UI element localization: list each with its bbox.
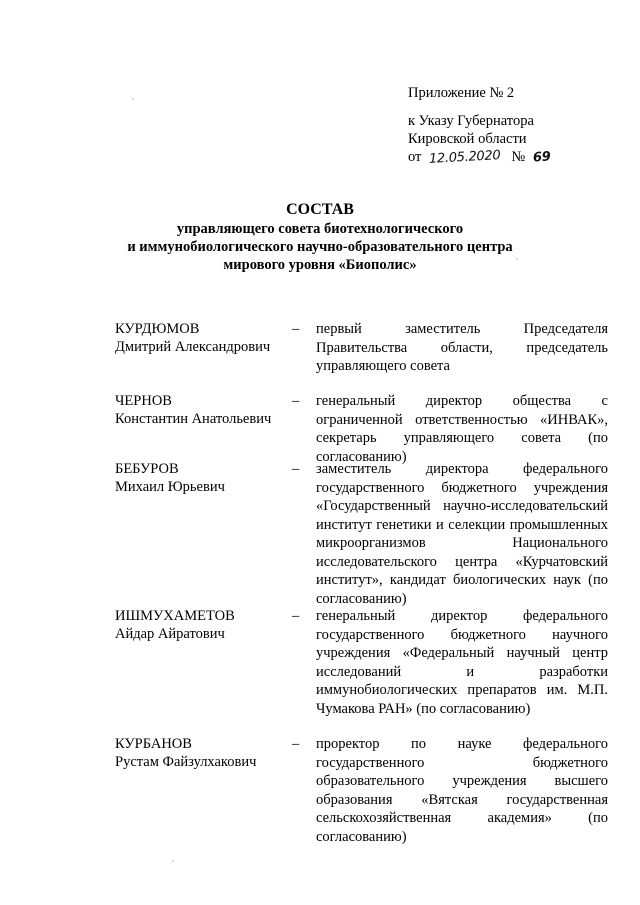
member-role: проректор по науке федерального государственного бюджетного образовательного учреждения высшего образования «Вятская государственная сельскохозяйственная академия» (по согласованию) xyxy=(316,736,608,845)
scan-speck xyxy=(516,258,518,260)
member-dash: – xyxy=(292,461,300,477)
member-surname: ИШМУХАМЕТОВ xyxy=(115,608,235,624)
member-dash: – xyxy=(292,608,300,624)
member-role: генеральный директор общества с ограниченной ответственностью «ИНВАК», секретарь управляющего совета (по согласованию) xyxy=(316,393,608,465)
date-prefix: от xyxy=(408,149,422,165)
member-dash: – xyxy=(292,321,300,337)
scan-speck xyxy=(172,860,174,862)
member-name xyxy=(115,607,235,643)
appendix-reference xyxy=(408,112,550,167)
member-role: генеральный директор федерального государственного бюджетного научного учреждения «Федеральный научный центр исследований и разработки иммунобиологических препаратов им. М.П. Чумакова РАН» (по согласованию) xyxy=(316,608,608,717)
member-surname: КУРДЮМОВ xyxy=(115,321,200,337)
appendix-line-1: к Указу Губернатора xyxy=(408,113,534,129)
member-name xyxy=(115,460,225,496)
scan-speck xyxy=(132,98,134,100)
member-surname: БЕБУРОВ xyxy=(115,461,179,477)
member-name xyxy=(115,735,256,771)
member-given-names: Михаил Юрьевич xyxy=(115,479,225,495)
member-role: первый заместитель Председателя Правительства области, председатель управляющего совета xyxy=(316,321,608,374)
member-dash: – xyxy=(292,736,300,752)
member-given-names: Рустам Файзулхакович xyxy=(115,754,257,770)
title-line-3: мирового уровня «Биополис» xyxy=(223,257,417,273)
title-line-2: и иммунобиологического научно-образовательного центра xyxy=(127,239,513,255)
member-given-names: Дмитрий Александрович xyxy=(115,339,271,355)
appendix-line-2: Кировской области xyxy=(408,131,527,147)
document-title xyxy=(0,200,640,274)
appendix-number: Приложение № 2 xyxy=(408,85,515,101)
member-role: заместитель директора федерального государственного бюджетного учреждения «Государственный научно-исследовательский институт генетики и селекции промышленных микроорганизмов Национального исследовательского центра «Курчатовский институт», кандидат биологических наук (по согласованию) xyxy=(316,461,608,607)
member-name xyxy=(115,392,271,428)
title-main: СОСТАВ xyxy=(286,201,354,218)
member-name xyxy=(115,320,270,356)
member-given-names: Константин Анатольевич xyxy=(115,411,272,427)
handwritten-number: 69 xyxy=(532,149,551,166)
handwritten-date: 12.05.2020 xyxy=(428,148,501,167)
member-surname: КУРБАНОВ xyxy=(115,736,192,752)
number-prefix: № xyxy=(511,149,526,165)
member-surname: ЧЕРНОВ xyxy=(115,393,172,409)
member-dash: – xyxy=(292,393,300,409)
title-line-1: управляющего совета биотехнологического xyxy=(176,221,464,237)
appendix-date-line xyxy=(408,148,550,167)
member-given-names: Айдар Айратович xyxy=(115,626,225,642)
